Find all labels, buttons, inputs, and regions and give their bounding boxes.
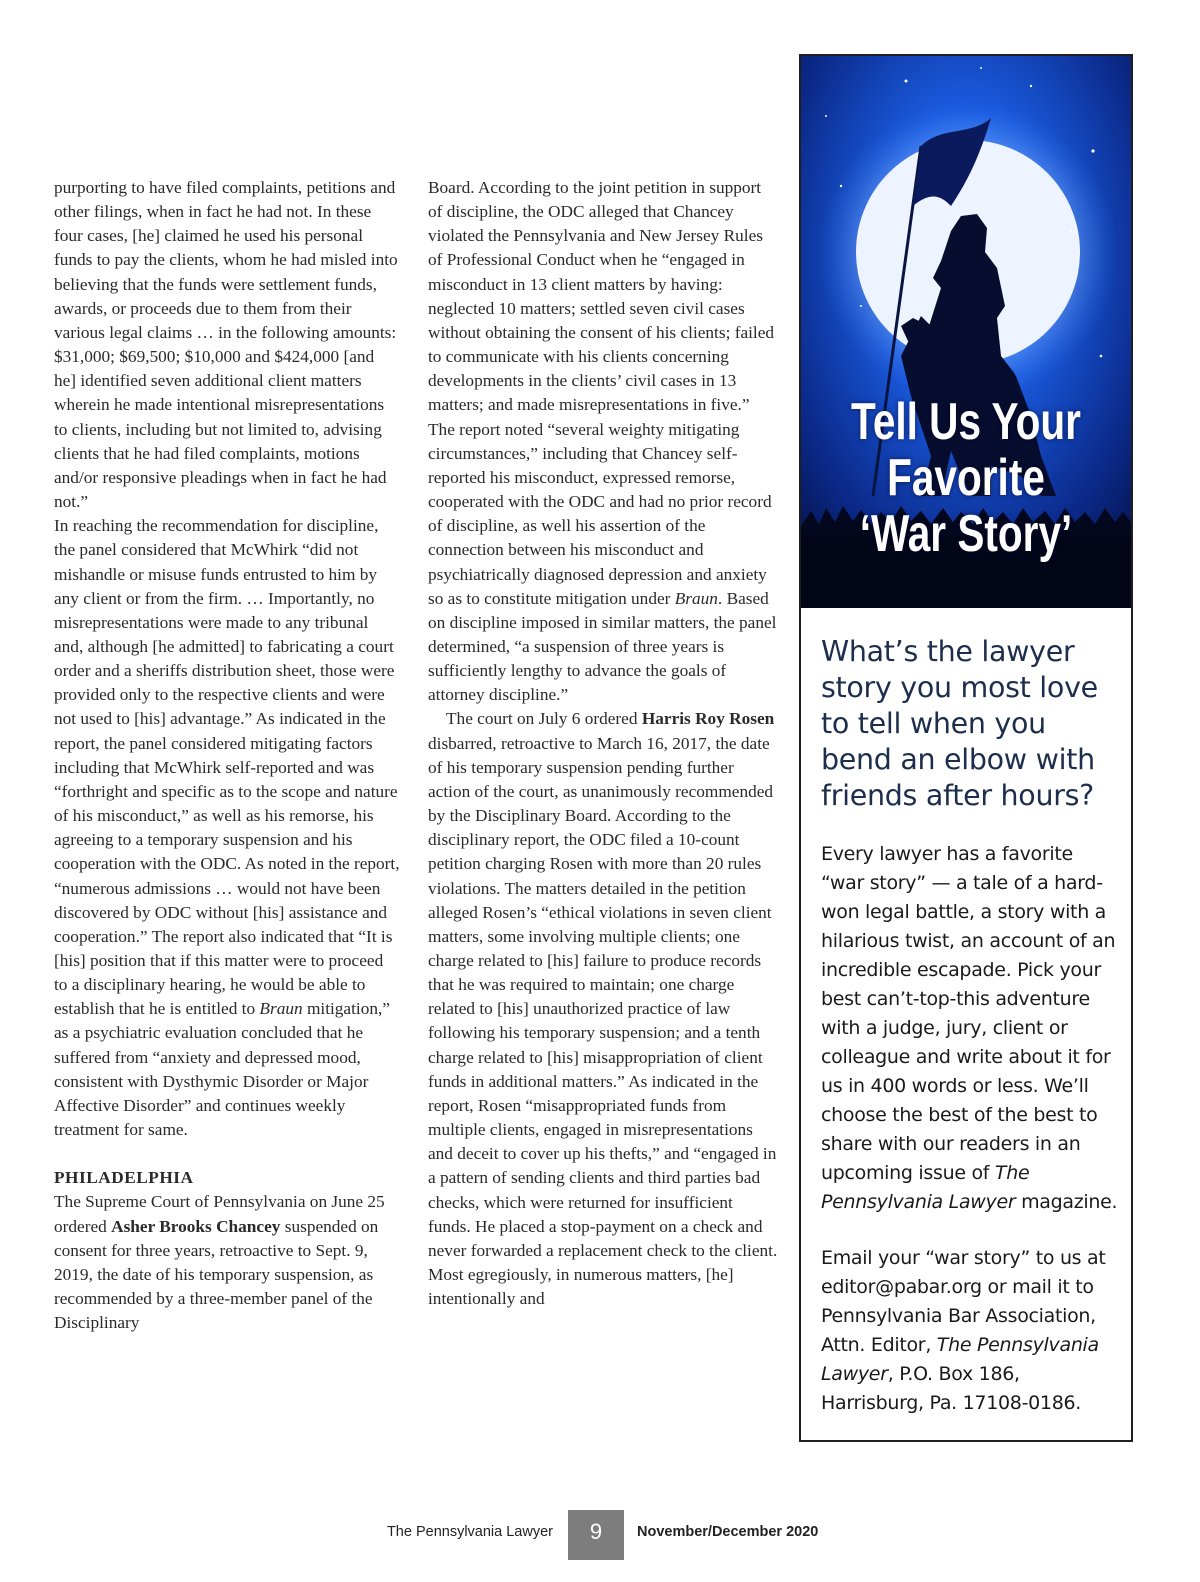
- ad-question: What’s the lawyer story you most love to tell when you bend an elbow with friends after hours?: [821, 635, 1098, 812]
- text-run: magazine.: [1015, 1191, 1118, 1213]
- text-run: In reaching the recommendation for discipline, the panel considered that McWhirk “did not mishandle or misuse funds entrusted to him by any client or from the firm. … Importantly, no misrepresentations were made to any tribunal and, although [he admitted] to fabricating a court order and a sheriffs distribution sheet, those were provided only to the respective clients and were not used to [his] advantage.” As indicated in the report, the panel considered mitigating factors including that McWhirk self-reported and was “forthright and specific as to the scope and nature of his misconduct,” as well as his remorse, his agreeing to a temporary suspension and his cooperation with the ODC. As noted in the report, “numerous admissions … would not have been discovered by ODC without [his] assistance and cooperation.” The report also indicated that “It is [his] position that if this matter were to proceed to a disciplinary hearing, he would be able to establish that he is entitled to: [54, 516, 400, 1019]
- article-paragraph: purporting to have filed complaints, petitions and other filings, when in fact he had not. In these four cases, [he] claimed he used his personal funds to pay the clients, whom he had misled into believing that the funds were settlement funds, awards, or proceeds due to them from their various legal claims … in the following amounts: $31,000; $69,500; $10,000 and $424,000 [and he] identified seven additional client matters wherein he made intentional misrepresentations to clients, including but not limited to, advising clients that he had filed complaints, motions and/or responsive pleadings when in fact he had not.”: [54, 178, 398, 512]
- text-run: Board. According to the joint petition in support of discipline, the ODC alleged that Chancey violated the Pennsylvania and New Jersey Rules of Professional Conduct when he “engaged in misconduct in 13 client matters by having: neglected 10 matters; settled seven civil cases without obtaining the consent of his clients; failed to communicate with his clients concerning developments in the clients’ civil cases in 13 matters; and made misrepresentations in five.” The report noted “several weighty mitigating circumstances,” including that Chancey self-reported his misconduct, expressed remorse, cooperated with the ODC and had no prior record of discipline, as well his assertion of the connection between his misconduct and psychiatrically diagnosed depression and anxiety so as to constitute mitigation under: [428, 178, 775, 608]
- ad-contact-text: [821, 1244, 1121, 1418]
- page-footer: [0, 1510, 1200, 1572]
- text-run: suspended on consent for three years, retroactive to Sept. 9, 2019, the date of his temporary suspension, as recommended by a three-member panel of the Disciplinary: [54, 1216, 379, 1333]
- article-paragraph: [54, 1190, 400, 1335]
- text-run: The court on July 6 ordered: [446, 709, 642, 729]
- attorney-name: Asher Brooks Chancey: [111, 1216, 281, 1236]
- text-run: disbarred, retroactive to March 16, 2017, the date of his temporary suspension pending further action of the court, as unanimously recommended by the Disciplinary Board. According to the disciplinary report, the ODC filed a 10-count petition charging Rosen with more than 20 rules violations. The matters detailed in the petition alleged Rosen’s “ethical violations in seven client matters, some involving multiple clients; one charge related to [his] failure to produce records that he was required to maintain; one charge related to [his] unauthorized practice of law following his temporary suspension; and a tenth charge related to [his] misappropriation of client funds in additional matters.” As indicated in the report, Rosen “misappropriated funds from multiple clients, engaged in misrepresentations and deceit to cover up his thefts,” and “engaged in a pattern of sending clients and third parties bad checks, which were returned for insufficient funds. He placed a stop-payment on a check and never forwarded a replacement check to the client. Most egregiously, in numerous matters, [he] intentionally and: [428, 733, 778, 1309]
- article-paragraph: [54, 514, 400, 1142]
- attorney-name: Harris Roy Rosen: [641, 709, 775, 729]
- war-story-ad-box: [799, 54, 1133, 1442]
- magazine-title: The Pennsylvania Lawyer: [821, 1162, 1030, 1213]
- article-column-2: [428, 176, 778, 1311]
- issue-date: November/December 2020: [637, 1524, 819, 1540]
- text-run: Every lawyer has a favorite “war story” — a tale of a hard-won legal battle, a story with a hilarious twist, an account of an incredible escapade. Pick your best can’t-top-this adventure with a judge, jury, client or colleague and write about it for us in 400 words or less. We’ll choose the best of the best to share with our readers in an upcoming issue of: [821, 843, 1116, 1184]
- publication-name: The Pennsylvania Lawyer: [386, 1524, 553, 1540]
- article-column-1: [54, 176, 400, 1335]
- text-run: , P.O. Box 186, Harrisburg, Pa. 17108-0186.: [821, 1363, 1082, 1414]
- text-run: The Supreme Court of Pennsylvania on June 25 ordered: [54, 1192, 385, 1236]
- magazine-title: The Pennsylvania Lawyer: [821, 1334, 1099, 1385]
- article-paragraph: [428, 176, 778, 707]
- text-run: mitigation,” as a psychiatric evaluation concluded that he suffered from “anxiety and depressed mood, consistent with Dysthymic Disorder or Major Affective Disorder” and continues weekly treatment for same.: [54, 999, 390, 1140]
- article-paragraph: [428, 707, 778, 1311]
- headline-line: Tell Us Your: [851, 393, 1081, 451]
- case-name-italic: Braun: [674, 588, 718, 608]
- text-run: . Based on discipline imposed in similar matters, the panel determined, “a suspension of three years is sufficiently lengthy to advance the goals of attorney discipline.”: [428, 588, 777, 705]
- headline-line: ‘War Story’: [859, 505, 1073, 563]
- page-number: 9: [568, 1510, 624, 1560]
- ad-headline: [837, 394, 1094, 562]
- ad-body-text: [821, 840, 1121, 1217]
- text-run: Email your “war story” to us at editor@pabar.org or mail it to Pennsylvania Bar Association, Attn. Editor,: [821, 1247, 1106, 1356]
- case-name-italic: Braun: [259, 999, 303, 1019]
- headline-line: Favorite: [887, 449, 1045, 507]
- section-heading: PHILADELPHIA: [54, 1168, 194, 1188]
